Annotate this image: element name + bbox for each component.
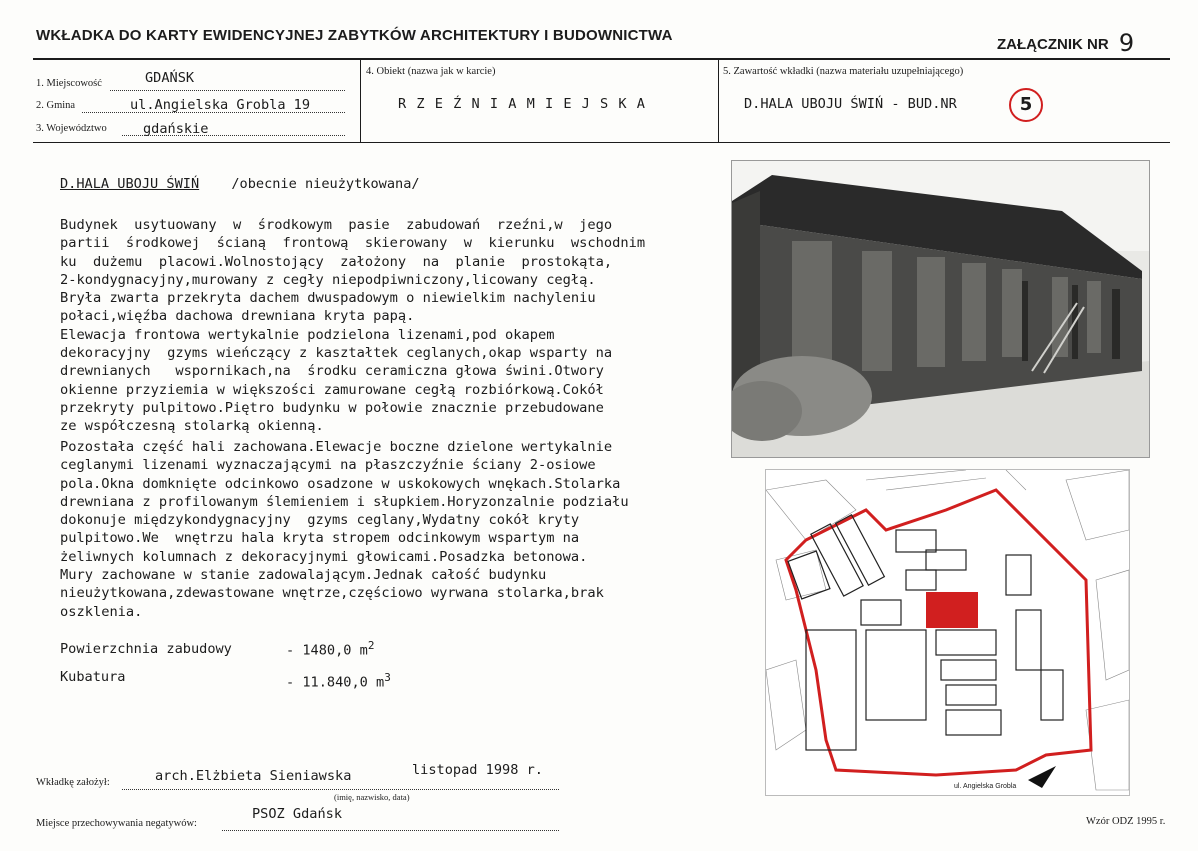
site-plan-drawing [766, 470, 1129, 795]
building-photo [731, 160, 1150, 458]
commune-label: 2. Gmina [36, 100, 76, 111]
volume-value-text: - 11.840,0 m [286, 674, 385, 691]
volume-unit-exponent: 3 [384, 671, 391, 684]
header-divider-1 [360, 59, 361, 142]
area-unit-exponent: 2 [367, 639, 375, 652]
author-dots [122, 788, 559, 790]
voivodeship-value: gdańskie [143, 121, 209, 137]
header-divider-2 [718, 59, 719, 142]
site-plan [765, 469, 1130, 796]
annex-number: 9 [1118, 29, 1135, 57]
author-hint: (imię, nazwisko, data) [334, 792, 410, 802]
plan-street-label: ul. Angielska Grobla [954, 783, 1017, 790]
contents-number: 5 [1009, 88, 1043, 122]
locality-dots [110, 89, 345, 91]
annex-label-text: ZAŁĄCZNIK NR [997, 36, 1109, 53]
description-paragraph-2: Pozostała część hali zachowana.Elewacje boczne dzielone wertykalnie ceglanymi lizenami wyznaczającymi na płaszczyźnie ściany 2-osiowe pola.Okna domknięte odcinkowo osadzone w uskokowych wnękach.Stolarka drewniana z profilowanym ślemieniem i słupkiem.Horyzonzalnie podziału dokonuje międzykondygnacyjny gzyms ceglany,Wydatny cokół kryty pulpitowo.We wnętrzu hala kryta stropem odcinkowym wspartym na żeliwnych kolumnach z dekoracyjnymi głowicami.Posadzka betonowa. Mury zachowane w stanie zadowalającym.Jednak całość budynku nieużytkowana,zdewastowane wnętrze,częściowo wyrwana stolarka,brak oszklenia. [60, 439, 629, 620]
section-heading-title: D.HALA UBOJU ŚWIŃ [60, 176, 200, 192]
locality-label: 1. Miejscowość [36, 78, 102, 89]
object-value: R Z E Ź N I A M I E J S K A [398, 96, 646, 112]
contents-value: D.HALA UBOJU ŚWIŃ - BUD.NR [744, 96, 957, 112]
object-label: 4. Obiekt (nazwa jak w karcie) [366, 66, 496, 77]
volume-label: Kubatura [60, 669, 126, 685]
storage-dots [222, 829, 559, 831]
date-value: listopad 1998 r. [412, 762, 543, 778]
commune-value: ul.Angielska Grobla 19 [130, 97, 311, 113]
area-value [286, 639, 374, 659]
form-code: Wzór ODZ 1995 r. [1086, 816, 1166, 827]
annex-label [997, 27, 1134, 55]
locality-value: GDAŃSK [145, 70, 195, 86]
section-heading-note: /obecnie nieużytkowana/ [231, 176, 420, 192]
area-value-text: - 1480,0 m [286, 642, 368, 659]
section-heading [60, 176, 420, 192]
contents-number-circle [1009, 88, 1043, 122]
storage-value: PSOZ Gdańsk [252, 806, 343, 822]
building-photo-drawing [732, 161, 1149, 457]
author-value: arch.Elżbieta Sieniawska [155, 768, 352, 784]
header-bottom-rule [33, 142, 1170, 143]
storage-label: Miejsce przechowywania negatywów: [36, 818, 197, 829]
voivodeship-label: 3. Województwo [36, 123, 107, 134]
contents-label: 5. Zawartość wkładki (nazwa materiału uzupełniającego) [723, 66, 964, 77]
description-paragraph-1: Budynek usytuowany w środkowym pasie zabudowań rzeźni,w jego partii środkowej ścianą frontową skierowany w kierunku wschodnim ku dużemu placowi.Wolnostojący założony na planie prostokąta, 2-kondygnacyjny,murowany z cegły niepodpiwniczony,licowany cegłą. Bryła zwarta przekryta dachem dwuspadowym o niewielkim nachyleniu połaci,więźba dachowa drewniana kryta papą. Elewacja frontowa wertykalnie podzielona lizenami,pod okapem dekoracyjny gzyms wieńczący z kaształtek ceglanych,okap wsparty na drewnianych wspornikach,na środku ceramiczna głowa świni.Otwory okienne przyziemia w większości zamurowane cegłą rozbiórkową.Cokół przekryty pulpitowo.Piętro budynku w połowie znacznie przebudowane ze współczesną stolarką okienną. [60, 217, 646, 435]
form-title: WKŁADKA DO KARTY EWIDENCYJNEJ ZABYTKÓW ARCHITEKTURY I BUDOWNICTWA [36, 27, 673, 44]
volume-value [286, 671, 391, 691]
author-label: Wkładkę założył: [36, 777, 110, 788]
area-label: Powierzchnia zabudowy [60, 641, 232, 657]
header-top-rule [33, 58, 1170, 60]
highlighted-building [926, 592, 978, 628]
